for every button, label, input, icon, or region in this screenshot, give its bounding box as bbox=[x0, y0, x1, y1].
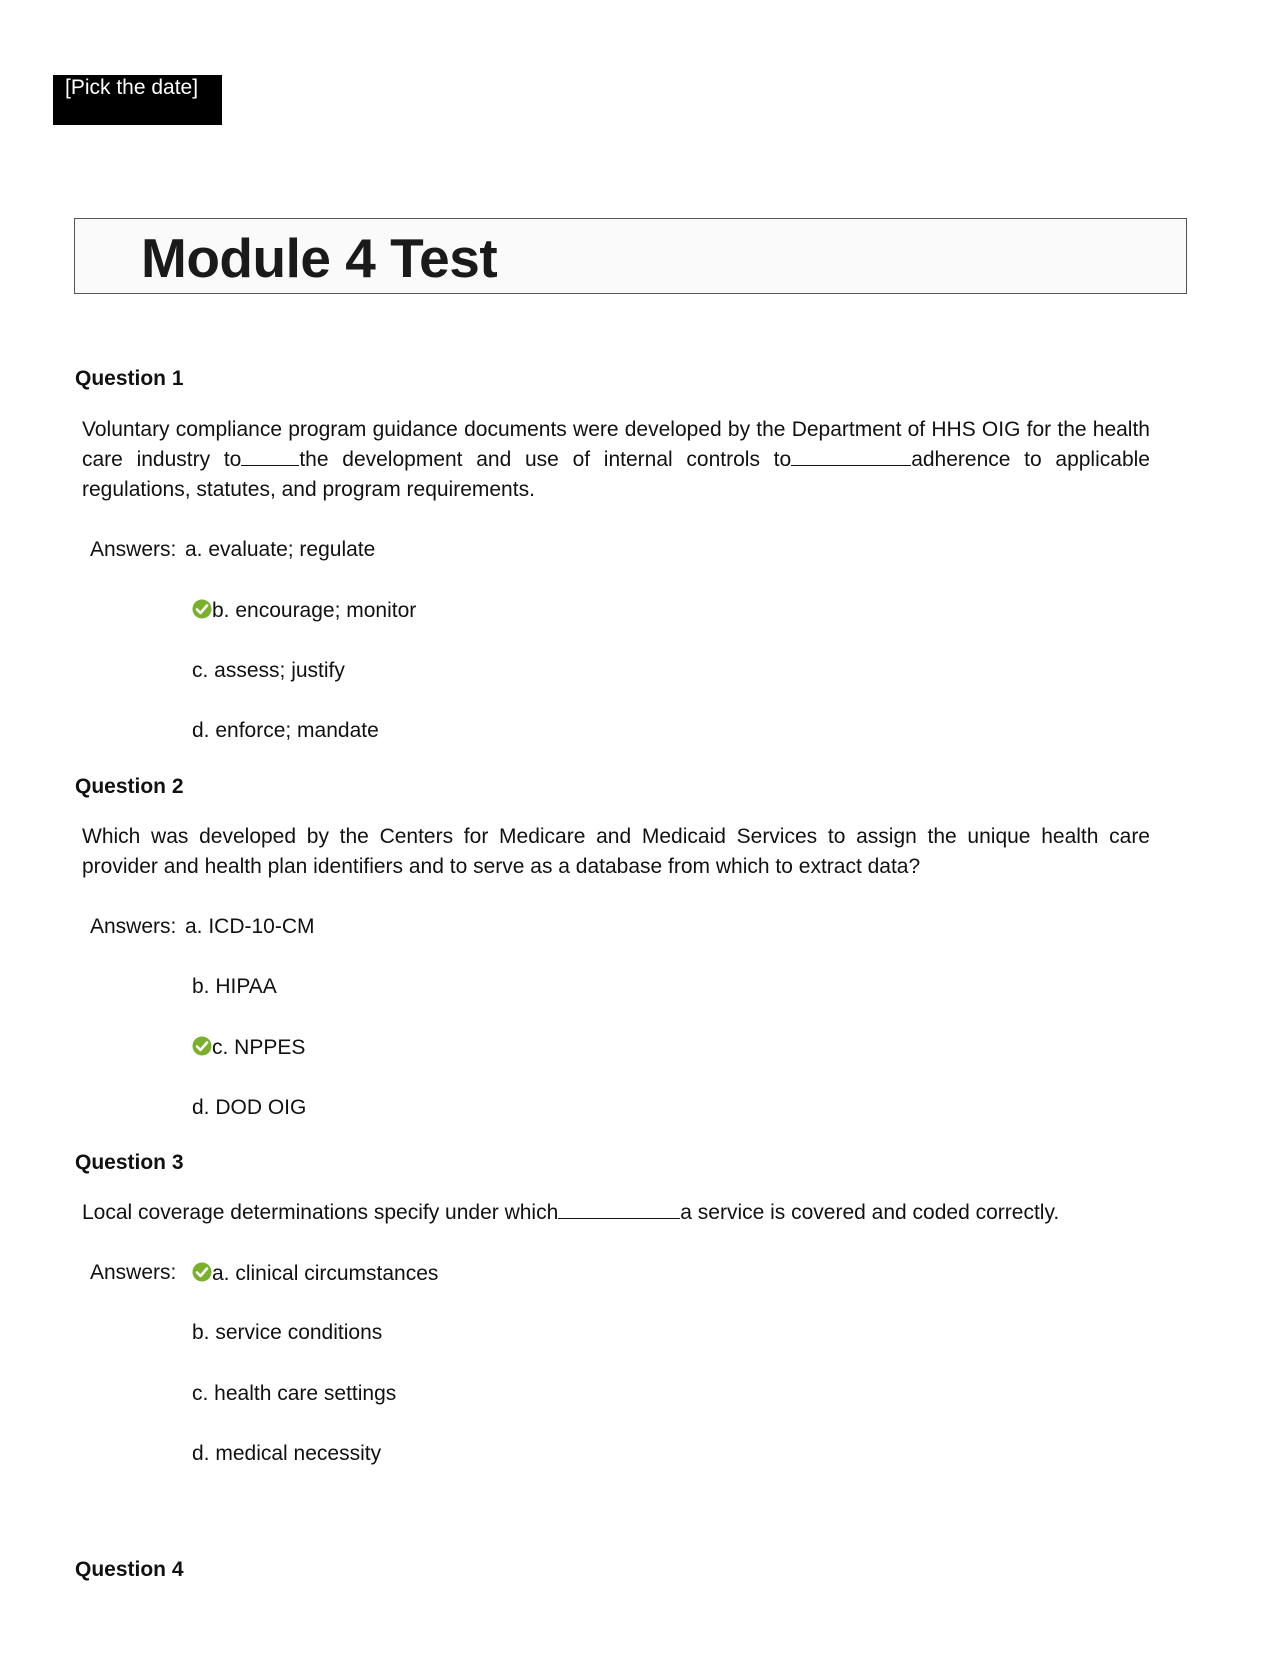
question-1-option-c[interactable] bbox=[192, 660, 345, 681]
question-1-option-a[interactable] bbox=[185, 539, 375, 560]
question-1-blank-2 bbox=[791, 446, 911, 466]
question-3-text-part2: a service is covered and coded correctly. bbox=[680, 1201, 1060, 1224]
question-3-option-b[interactable] bbox=[192, 1322, 382, 1343]
option-label: c. health care settings bbox=[192, 1382, 397, 1405]
option-label: d. enforce; mandate bbox=[192, 719, 379, 742]
question-3-option-d[interactable] bbox=[192, 1443, 381, 1464]
question-3-answers-label: Answers: bbox=[90, 1261, 177, 1284]
title-box bbox=[74, 218, 1187, 294]
page-title: Module 4 Test bbox=[141, 227, 498, 289]
question-1-blank-1 bbox=[241, 446, 299, 466]
date-placeholder-text: [Pick the date] bbox=[65, 76, 199, 99]
question-2-text: Which was developed by the Centers for Medicare and Medicaid Services to assign the unique health care provider and health plan identifiers and to serve as a database from which to extract data? bbox=[82, 825, 1150, 878]
question-2-option-c[interactable] bbox=[192, 1036, 305, 1058]
question-1-heading: Question 1 bbox=[75, 367, 184, 390]
question-3-option-a[interactable] bbox=[192, 1262, 438, 1284]
question-1-text-part3: adherence to applicable regulations, statutes, and program requirements. bbox=[82, 448, 1150, 501]
date-picker-field[interactable] bbox=[53, 75, 222, 125]
option-label: a. clinical circumstances bbox=[212, 1262, 439, 1285]
question-2-option-a[interactable] bbox=[185, 916, 315, 937]
question-3-heading: Question 3 bbox=[75, 1151, 184, 1174]
question-3-text-part1: Local coverage determinations specify under which bbox=[82, 1201, 559, 1224]
question-1-option-b[interactable] bbox=[192, 599, 416, 621]
question-3-option-c[interactable] bbox=[192, 1383, 396, 1404]
question-1-text bbox=[82, 415, 1150, 505]
option-label: c. assess; justify bbox=[192, 659, 345, 682]
question-3-blank bbox=[558, 1199, 680, 1219]
option-label: b. HIPAA bbox=[192, 975, 277, 998]
option-label: d. medical necessity bbox=[192, 1442, 382, 1465]
question-2-heading: Question 2 bbox=[75, 775, 184, 798]
option-label: a. ICD-10-CM bbox=[185, 915, 315, 938]
question-2-answers-label: Answers: bbox=[90, 915, 177, 938]
question-1-option-d[interactable] bbox=[192, 720, 379, 741]
question-3-text bbox=[82, 1198, 1059, 1228]
question-4-heading: Question 4 bbox=[75, 1558, 184, 1581]
question-1-text-part2: the development and use of internal controls to bbox=[299, 448, 792, 471]
option-label: a. evaluate; regulate bbox=[185, 538, 376, 561]
correct-check-icon bbox=[192, 1262, 212, 1282]
option-label: c. NPPES bbox=[212, 1036, 306, 1059]
question-1-text-part1: Voluntary compliance program guidance documents were developed by the Department of HHS OIG for the health care industry to bbox=[82, 418, 1150, 471]
correct-check-icon bbox=[192, 1036, 212, 1056]
question-2-option-d[interactable] bbox=[192, 1097, 306, 1118]
option-label: d. DOD OIG bbox=[192, 1096, 307, 1119]
question-1-answers-label: Answers: bbox=[90, 538, 177, 561]
correct-check-icon bbox=[192, 599, 212, 619]
option-label: b. encourage; monitor bbox=[212, 599, 417, 622]
option-label: b. service conditions bbox=[192, 1321, 383, 1344]
question-2-option-b[interactable] bbox=[192, 976, 277, 997]
